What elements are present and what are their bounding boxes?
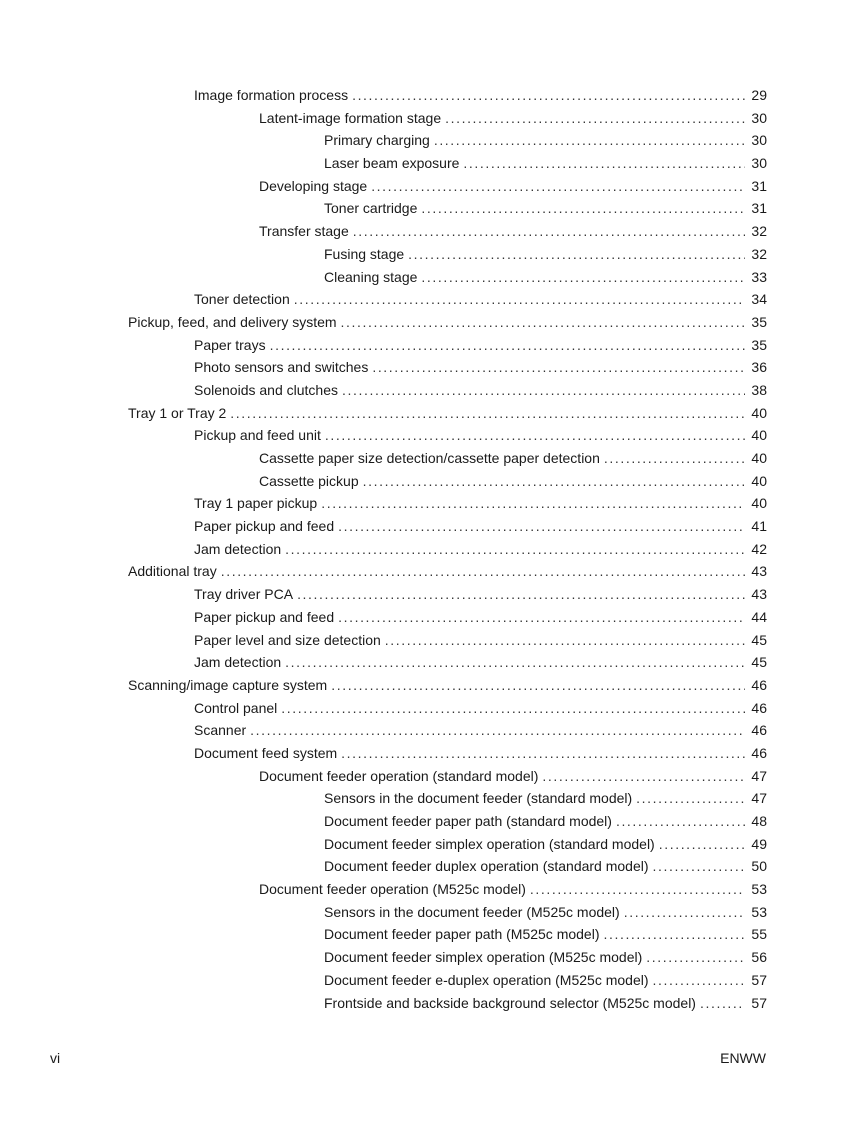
toc-entry[interactable]	[0, 538, 843, 561]
toc-leader-dots	[700, 992, 745, 1015]
toc-entry[interactable]	[0, 742, 843, 765]
toc-leader-dots	[659, 833, 745, 856]
toc-leader-dots	[646, 946, 745, 969]
toc-entry-title: Scanning/image capture system	[128, 676, 328, 693]
toc-entry-page: 44	[751, 608, 767, 625]
toc-entry[interactable]	[0, 356, 843, 379]
toc-entry[interactable]	[0, 901, 843, 924]
toc-leader-dots	[285, 651, 745, 674]
toc-entry-page: 33	[751, 268, 767, 285]
toc-entry-page: 55	[751, 926, 767, 943]
toc-entry-page: 40	[751, 472, 767, 489]
toc-entry[interactable]	[0, 787, 843, 810]
toc-entry[interactable]	[0, 197, 843, 220]
toc-leader-dots	[603, 923, 745, 946]
toc-entry-page: 29	[751, 87, 767, 103]
toc-entry-title: Cassette paper size detection/cassette paper detection	[259, 450, 600, 466]
toc-entry-page: 31	[751, 200, 767, 217]
toc-entry-title: Photo sensors and switches	[194, 359, 369, 376]
toc-entry-page: 36	[751, 359, 767, 376]
toc-leader-dots	[421, 197, 745, 220]
toc-entry-title: Document feeder paper path (M525c model)	[324, 926, 600, 943]
toc-entry-page: 47	[751, 767, 767, 784]
toc-entry-title: Paper trays	[194, 336, 266, 353]
toc-entry[interactable]	[0, 424, 843, 447]
toc-entry-page: 38	[751, 381, 767, 398]
toc-entry-page: 56	[751, 949, 767, 966]
toc-entry-page: 46	[751, 744, 767, 761]
toc-leader-dots	[338, 515, 745, 538]
toc-entry[interactable]	[0, 220, 843, 243]
toc-entry-page: 49	[751, 835, 767, 852]
toc-leader-dots	[353, 220, 745, 243]
toc-leader-dots	[250, 719, 745, 742]
toc-entry-title: Paper level and size detection	[194, 631, 381, 648]
toc-entry-page: 35	[751, 313, 767, 330]
toc-leader-dots	[604, 447, 745, 470]
toc-leader-dots	[363, 470, 745, 493]
toc-entry-page: 48	[751, 813, 767, 829]
toc-entry-title: Sensors in the document feeder (standard model)	[324, 790, 633, 807]
toc-entry[interactable]	[0, 765, 843, 788]
toc-entry[interactable]	[0, 515, 843, 538]
toc-entry-title: Document feeder operation (standard model)	[259, 767, 539, 784]
toc-entry-page: 41	[751, 518, 767, 535]
toc-entry-title: Solenoids and clutches	[194, 381, 338, 398]
toc-leader-dots	[371, 175, 745, 198]
toc-leader-dots	[445, 107, 745, 130]
toc-entry-page: 31	[751, 177, 767, 194]
toc-entry[interactable]	[0, 969, 843, 992]
toc-entry[interactable]	[0, 855, 843, 878]
toc-entry[interactable]	[0, 288, 843, 311]
footer-page-number: vi	[50, 1050, 61, 1066]
toc-leader-dots	[325, 424, 745, 447]
toc-entry[interactable]	[0, 651, 843, 674]
toc-entry-page: 30	[751, 155, 767, 172]
toc-entry-page: 46	[751, 722, 767, 739]
toc-entry-title: Jam detection	[194, 654, 282, 671]
toc-entry-page: 40	[751, 495, 767, 512]
toc-entry-title: Latent-image formation stage	[259, 109, 442, 126]
toc-leader-dots	[281, 697, 745, 720]
toc-entry-title: Cleaning stage	[324, 268, 418, 285]
toc-entry-page: 40	[751, 404, 767, 421]
toc-entry[interactable]	[0, 606, 843, 629]
toc-entry[interactable]	[0, 243, 843, 266]
toc-leader-dots	[285, 538, 745, 561]
toc-leader-dots	[653, 855, 745, 878]
toc-entry-page: 57	[751, 971, 767, 988]
toc-entry-title: Jam detection	[194, 540, 282, 557]
toc-entry-title: Image formation process	[194, 87, 349, 103]
toc-entry[interactable]	[0, 583, 843, 606]
toc-entry-page: 57	[751, 994, 767, 1011]
table-of-contents	[0, 84, 843, 1014]
toc-entry-page: 32	[751, 245, 767, 262]
toc-leader-dots	[636, 787, 745, 810]
toc-entry-title: Additional tray	[128, 563, 217, 580]
toc-leader-dots	[230, 402, 745, 425]
toc-entry[interactable]	[0, 629, 843, 652]
toc-entry-page: 50	[751, 858, 767, 875]
toc-entry[interactable]	[0, 674, 843, 697]
toc-leader-dots	[331, 674, 745, 697]
toc-entry-page: 34	[751, 291, 767, 308]
toc-entry-title: Document feeder e-duplex operation (M525c model)	[324, 971, 649, 988]
toc-leader-dots	[341, 742, 745, 765]
toc-entry[interactable]	[0, 107, 843, 130]
toc-entry-title: Document feeder simplex operation (M525c model)	[324, 949, 643, 966]
toc-entry[interactable]	[0, 697, 843, 720]
toc-entry-title: Laser beam exposure	[324, 155, 460, 172]
footer-doc-code: ENWW	[720, 1050, 766, 1066]
toc-leader-dots	[434, 129, 745, 152]
toc-leader-dots	[542, 765, 745, 788]
toc-entry-title: Sensors in the document feeder (M525c model)	[324, 903, 620, 920]
toc-entry[interactable]	[0, 334, 843, 357]
toc-leader-dots	[653, 969, 745, 992]
toc-entry-title: Document feeder paper path (standard model)	[324, 813, 612, 829]
toc-entry-page: 53	[751, 903, 767, 920]
toc-entry[interactable]	[0, 719, 843, 742]
toc-leader-dots	[530, 878, 745, 901]
toc-entry-title: Scanner	[194, 722, 247, 739]
toc-entry-page: 45	[751, 631, 767, 648]
toc-leader-dots	[341, 311, 745, 334]
toc-entry[interactable]	[0, 84, 843, 107]
toc-entry-title: Pickup and feed unit	[194, 427, 321, 444]
toc-entry[interactable]	[0, 175, 843, 198]
toc-leader-dots	[294, 288, 745, 311]
toc-entry-title: Document feed system	[194, 744, 338, 761]
toc-entry-page: 46	[751, 676, 767, 693]
toc-entry[interactable]	[0, 311, 843, 334]
toc-entry[interactable]	[0, 810, 843, 833]
toc-entry-page: 32	[751, 223, 767, 240]
toc-entry-title: Pickup, feed, and delivery system	[128, 313, 337, 330]
toc-entry-page: 43	[751, 563, 767, 580]
toc-leader-dots	[221, 560, 745, 583]
toc-entry[interactable]	[0, 266, 843, 289]
toc-leader-dots	[372, 356, 745, 379]
toc-entry-title: Toner cartridge	[324, 200, 418, 217]
toc-entry-page: 47	[751, 790, 767, 807]
toc-entry[interactable]	[0, 946, 843, 969]
toc-entry-page: 53	[751, 881, 767, 898]
toc-entry[interactable]	[0, 447, 843, 470]
toc-leader-dots	[408, 243, 745, 266]
toc-entry[interactable]	[0, 470, 843, 493]
toc-entry-page: 30	[751, 132, 767, 149]
toc-entry[interactable]	[0, 878, 843, 901]
toc-entry-title: Toner detection	[194, 291, 290, 308]
toc-entry-title: Tray 1 paper pickup	[194, 495, 318, 512]
toc-entry-title: Document feeder operation (M525c model)	[259, 881, 526, 898]
toc-entry[interactable]	[0, 129, 843, 152]
toc-entry[interactable]	[0, 492, 843, 515]
toc-entry-title: Paper pickup and feed	[194, 608, 335, 625]
toc-entry-page: 46	[751, 699, 767, 716]
toc-entry[interactable]	[0, 152, 843, 175]
toc-leader-dots	[297, 583, 745, 606]
toc-entry-page: 35	[751, 336, 767, 353]
toc-entry-title: Tray 1 or Tray 2	[128, 404, 227, 421]
toc-entry-page: 40	[751, 450, 767, 466]
toc-leader-dots	[624, 901, 745, 924]
toc-entry-title: Primary charging	[324, 132, 430, 149]
toc-entry-title: Document feeder simplex operation (standard model)	[324, 835, 655, 852]
toc-entry[interactable]	[0, 402, 843, 425]
toc-entry-page: 40	[751, 427, 767, 444]
toc-entry-title: Fusing stage	[324, 245, 405, 262]
toc-entry[interactable]	[0, 923, 843, 946]
toc-entry-title: Document feeder duplex operation (standard model)	[324, 858, 649, 875]
toc-entry-title: Control panel	[194, 699, 278, 716]
toc-entry-title: Cassette pickup	[259, 472, 359, 489]
toc-leader-dots	[338, 606, 745, 629]
toc-entry[interactable]	[0, 992, 843, 1015]
toc-entry-title: Tray driver PCA	[194, 586, 294, 603]
toc-entry[interactable]	[0, 833, 843, 856]
toc-entry-title: Paper pickup and feed	[194, 518, 335, 535]
toc-entry-title: Frontside and backside background selector (M525c model)	[324, 994, 696, 1011]
toc-leader-dots	[616, 810, 745, 833]
toc-leader-dots	[342, 379, 745, 402]
toc-leader-dots	[270, 334, 745, 357]
toc-entry-title: Transfer stage	[259, 223, 349, 240]
toc-leader-dots	[385, 629, 745, 652]
toc-entry[interactable]	[0, 379, 843, 402]
toc-entry-page: 42	[751, 540, 767, 557]
toc-entry-page: 45	[751, 654, 767, 671]
toc-leader-dots	[463, 152, 745, 175]
toc-leader-dots	[321, 492, 745, 515]
toc-entry-page: 43	[751, 586, 767, 603]
toc-entry-page: 30	[751, 109, 767, 126]
toc-entry[interactable]	[0, 560, 843, 583]
toc-leader-dots	[421, 266, 745, 289]
toc-entry-title: Developing stage	[259, 177, 368, 194]
toc-leader-dots	[352, 84, 745, 107]
